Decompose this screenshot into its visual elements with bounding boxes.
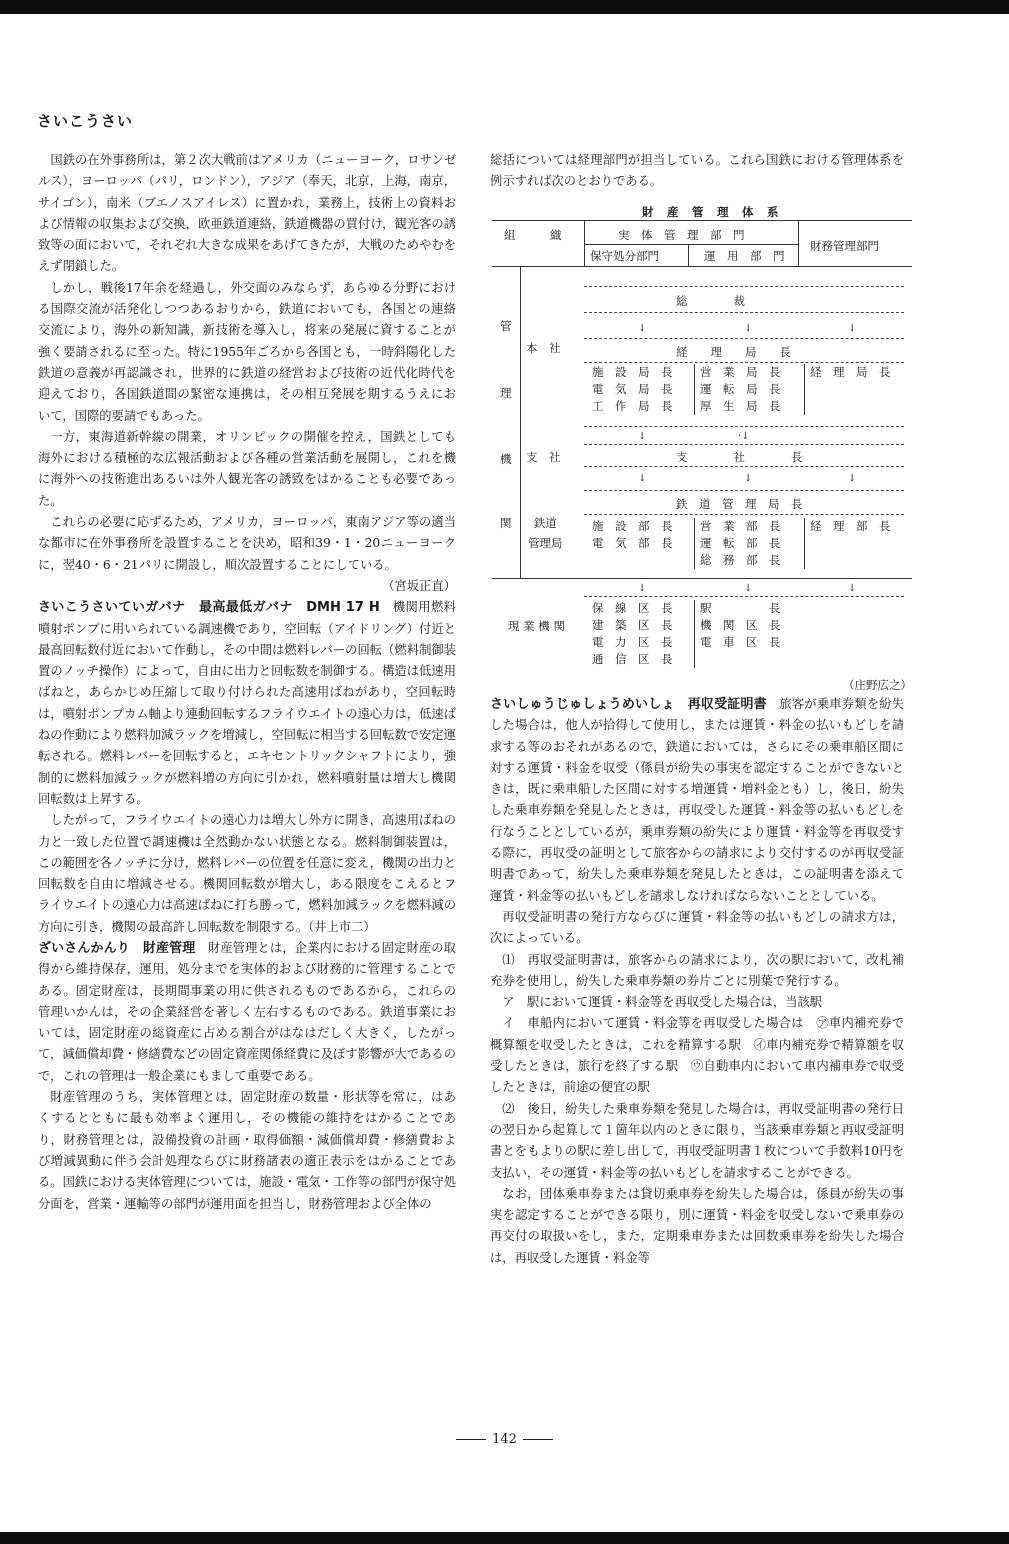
paragraph: したがって，フライウエイトの遠心力は増大し外方に開き，高速用ばねの力と一致した位置で調速機は全然動かない状態となる。燃料制御装置は，この範囲を各ノッチに分け，燃料レバーの位置を任意に変え，機関の出力と回転数を自由に増減させる。機関回転数が増大し，ある限度をこえるとフライウエイトの遠心力は高速ばねに打ち勝って，燃料加減ラックを燃料減の方向に引き，機関の最高許し回転数を制限する。（井上市二） xyxy=(38,813,456,934)
entry-headword: ざいさんかんり 財産管理 xyxy=(38,940,196,956)
diagram-rule xyxy=(694,600,695,668)
paragraph: 財産管理のうち，実体管理とは，固定財産の数量・形状等を常に，はあくするとともに最も効率よく運用し，その機能の維持をはかることであり，財務管理とは，設備投資の計画・取得価額・減価償却費・修繕費および増減異動に伴う会計処理ならびに財務諸表の適正表示をはかることである。国鉄における実体管理については，施設・電気・工作等の部門が保守処分面を，営業・運輸等の部門が運用面を担当し，財務管理および全体の xyxy=(38,1090,456,1211)
diagram-rule xyxy=(492,220,912,221)
diagram-position-label: 電 気 部 長 xyxy=(592,536,673,550)
diagram-position-label: 営 業 部 長 xyxy=(700,519,781,533)
diagram-position-label: 工 作 局 長 xyxy=(592,399,673,413)
diagram-position-label: 営 業 局 長 xyxy=(700,365,781,379)
down-arrow-icon: ↓ xyxy=(744,323,753,334)
diagram-signature: （庄野広之） xyxy=(843,678,912,692)
diagram-title: 財 産 管 理 体 系 xyxy=(642,205,780,219)
diagram-dash xyxy=(584,596,904,597)
down-arrow-icon: ↓ xyxy=(744,583,753,594)
page-number-text: 142 xyxy=(492,1432,517,1447)
dash-right xyxy=(523,1439,553,1440)
paragraph: ⑴ 再収受証明書は，旅客からの請求により，次の駅において，改札補充券を使用し，紛失した乗車券類の券片ごとに別葉で発行する。 xyxy=(490,952,904,988)
diagram-rule xyxy=(804,518,805,569)
shishacho-label: 支 社 長 xyxy=(676,450,803,464)
diagram-position-label: 駅 長 xyxy=(700,601,781,615)
paragraph: 再収受証明書の発行方ならびに運賃・料金等の払いもどしの請求方は，次によっている。 xyxy=(490,909,904,946)
down-arrow-icon: ↓ xyxy=(848,583,857,594)
dictionary-entry xyxy=(490,694,904,907)
zaimu-label: 財務管理部門 xyxy=(810,239,879,253)
author-signature: （宮坂正直） xyxy=(382,578,456,593)
diagram-position-label: 電 力 区 長 xyxy=(592,635,673,649)
shisha-label: 支 社 xyxy=(526,450,561,464)
entry-headword: さいこうさいていガバナ 最高最低ガバナ DMH 17 H xyxy=(38,600,380,616)
right-column-intro xyxy=(490,150,904,193)
diagram-position-label: 電 気 局 長 xyxy=(592,382,673,396)
kanri-char: 理 xyxy=(500,386,512,400)
paragraph: 国鉄の在外事務所は，第２次大戦前はアメリカ（ニューヨーク，ロサンゼルス），ヨーロッパ（パリ，ロンドン），アジア（奉天，北京，上海，南京，サイゴン），南米（ブエノスアイレス）に置かれ，業務上，技術上の資料および情報の収集および交換，欧亜鉄道連絡，鉄道機器の買付け，観光客の誘致等の面において，それぞれ大きな成果をあげてきたが，大戦のためやむをえず閉鎖した。 xyxy=(38,153,456,274)
kanri-char: 関 xyxy=(500,516,512,530)
entry-headword: さいしゅうじゅしょうめいしょ 再収受証明書 xyxy=(490,697,767,712)
entry-text: 財産管理とは，企業内における固定財産の取得から維持保存，運用，処分までを実体的および財務的に管理することである。固定財産は，長期間事業の用に供されるものであるから，これらの管理いかんは，その企業経営を著しく左右するものである。鉄道事業においては，固定財産の総資産に占める割合がはなはだしく大きく，したがって，減価償却費・修繕費などの固定資産関係経費に及ぼす影響が大であるので，これの管理は一般企業にもまして重要である。 xyxy=(38,940,456,1083)
dictionary-entry xyxy=(38,597,456,810)
diagram-position-label: 建 築 区 長 xyxy=(592,618,673,632)
diagram-position-label: 総 務 部 長 xyxy=(700,553,781,567)
diagram-rule xyxy=(798,220,799,266)
tetsudo-label: 鉄道 管理局 xyxy=(528,516,563,550)
diagram-dash xyxy=(584,426,904,427)
honsha-label: 本 社 xyxy=(526,341,561,355)
diagram-rule xyxy=(804,364,805,415)
diagram-rule xyxy=(584,244,798,245)
diagram-rule xyxy=(694,518,695,569)
kanri-char: 管 xyxy=(500,319,512,333)
down-arrow-icon: ↓ xyxy=(744,473,753,484)
genba-label: 現 業 機 関 xyxy=(508,619,565,633)
diagram-position-label: 通 信 区 長 xyxy=(592,652,673,666)
top-border-bar xyxy=(0,0,1009,14)
diagram-intro-text: 総括については経理部門が担当している。これら国鉄における管理体系を例示すれば次のとおりである。 xyxy=(490,153,904,189)
diagram-dash xyxy=(584,444,904,445)
diagram-position-label: 施 設 局 長 xyxy=(592,365,673,379)
tetsudo-kyokucho: 鉄 道 管 理 局 長 xyxy=(676,497,803,511)
down-arrow-icon: ↓ xyxy=(848,323,857,334)
diagram-position-label: 保 線 区 長 xyxy=(592,601,673,615)
hoshu-label: 保守処分部門 xyxy=(590,249,659,263)
paragraph: しかし，戦後17年余を経過し，外交面のみならず，あらゆる分野における国際交流が活発化しつつあるおりから，鉄道においても，各国との連絡交流により，海外の新知識，新技術を導入し，将来の発展に資することが強く要請されるに至った。特に1955年ごろから各国とも，一時斜陽化した鉄道の意義が再認識され，世界的に鉄道の経営および技術の近代化時代を迎えており，各国鉄道間の緊密な連携は，その相互発展を期するうえにおいて，国際的要請でもあった。 xyxy=(38,280,456,423)
down-arrow-icon: ↓ xyxy=(848,473,857,484)
diagram-dash xyxy=(584,466,904,467)
diagram-dash xyxy=(584,362,904,363)
diagram-position-label: 機 関 区 長 xyxy=(700,618,781,632)
down-arrow-icon: ↓ xyxy=(638,583,647,594)
down-arrow-icon: ·↓ xyxy=(738,431,750,442)
left-column xyxy=(38,150,456,1215)
org-label: 組 織 xyxy=(504,228,562,242)
paragraph: ア 駅において運賃・料金等を再収受した場合は，当該駅 xyxy=(502,995,823,1010)
keiri-kyokucho: 経 理 局 長 xyxy=(676,345,791,359)
page-number xyxy=(0,1432,1009,1447)
diagram-dash xyxy=(584,286,904,287)
diagram-rule xyxy=(492,266,912,267)
down-arrow-icon: ↓ xyxy=(638,473,647,484)
entry-text: 旅客が乗車券類を紛失した場合は，他人が拾得して使用し，または運賃・料金の払いもどしを請求する等のおそれがあるので，鉄道においては，さらにその乗車船区間に対する運賃・料金を収受（係員が紛失の事実を認定することができないときは，既に乗車船した区間に対する増運賃・増料金とも）し，後日，紛失した乗車券類を発見したときは，再収受した運賃・料金等の払いもどしを行なうこととしているが，乗車券類の紛失により運賃・料金等を再収受する際に，再収受の証明として旅客からの請求により交付するのが再収受証明書であって，紛失した乗車券類を発見したときは，この証明書を添えて運賃・料金等の払いもどしを請求しなければならないこととしている。 xyxy=(490,697,904,903)
entry-text: 機関用燃料噴射ポンプに用いられている調速機であり，空回転（アイドリング）付近と最高回転数付近において作動し，その中間は燃料レバーの回転（燃料制御装置のノッチ操作）によって，自由に出力と回転数を制御する。構造は低速用ばねと，あらかじめ圧縮して取り付けられた高速用ばねがあり，空回転時は，噴射ポンプカム軸より連動回転するフライウエイトの遠心力は，低速ばねの作動により燃料加減ラックを増減し，空回転に相当する回転数で安定運転される。燃料レバーを回転すると，エキセントリックシャフトにより，強制的に燃料加減ラックが燃料増の方向に引かれ，燃料噴射量は増大し機関回転数は上昇する。 xyxy=(38,600,456,806)
diagram-rule xyxy=(694,364,695,415)
bottom-border-bar xyxy=(0,1532,1009,1544)
jittai-label: 実 体 管 理 部 門 xyxy=(618,228,745,242)
kanri-char: 機 xyxy=(500,452,512,466)
diagram-rule xyxy=(584,220,585,266)
diagram-rule xyxy=(520,266,521,578)
diagram-position-label: 電 車 区 長 xyxy=(700,635,781,649)
diagram-position-label: 施 設 部 長 xyxy=(592,519,673,533)
dictionary-entry xyxy=(38,938,456,1087)
diagram-dash xyxy=(584,514,904,515)
diagram-position-label: 運 転 部 長 xyxy=(700,536,781,550)
unyo-label: 運 用 部 門 xyxy=(704,249,785,263)
paragraph: これらの必要に応ずるため，アメリカ，ヨーロッパ，東南アジア等の適当な都市に在外事務所を設置することを決め，昭和39・1・20ニューヨークに，翌40・6・21パリに開設し，順次設置することにしている。 xyxy=(38,515,456,572)
diagram-dash xyxy=(584,338,904,339)
diagram-position-label: 経 理 局 長 xyxy=(810,365,891,379)
page-header: さいこうさい xyxy=(37,112,134,130)
diagram-rule xyxy=(688,244,689,266)
diagram-position-label: 運 転 局 長 xyxy=(700,382,781,396)
paragraph: なお，団体乗車券または貸切乗車券を紛失した場合は，係員が紛失の事実を認定することができる限り，別に運賃・料金を収受しないで乗車券の再交付の取扱いをし，また，定期乗車券または回数乗車券を紛失した場合は，再収受した運賃・料金等 xyxy=(490,1186,904,1265)
property-management-diagram xyxy=(492,200,912,692)
paragraph: ⑵ 後日，紛失した乗車券類を発見した場合は，再収受証明書の発行日の翌日から起算して１箇年以内のときに限り，当該乗車券類と再収受証明書とをもよりの駅に差し出して，再収受証明書１枚について手数料10円を支払い，その運賃・料金等の払いもどしを請求することができる。 xyxy=(490,1101,904,1180)
paragraph: イ 車船内において運賃・料金等を再収受した場合は ㋐車内補充券で概算額を収受したときは，これを精算する駅 ㋑車内補充券で精算額を収受したときは，旅行を終了する駅 ㋒自動車内において車内補車券で収受したときは，前途の便宜の駅 xyxy=(490,1016,904,1095)
diagram-position-label: 厚 生 局 長 xyxy=(700,399,781,413)
dash-left xyxy=(456,1439,486,1440)
sosai-label: 総 裁 xyxy=(676,294,745,308)
paragraph: 一方，東海道新幹線の開業，オリンピックの開催を控え，国鉄としても海外における積極的な広報活動および各種の営業活動を展開し，これを機に海外への技術進出あるいは外人観光客の誘致をはかることも必要であった。 xyxy=(38,429,456,508)
diagram-dash xyxy=(584,312,904,313)
down-arrow-icon: ↓ xyxy=(638,431,647,442)
down-arrow-icon: ↓ xyxy=(638,323,647,334)
right-column xyxy=(490,694,904,1269)
diagram-dash xyxy=(584,490,904,491)
diagram-rule xyxy=(492,578,912,579)
diagram-position-label: 経 理 部 長 xyxy=(810,519,891,533)
